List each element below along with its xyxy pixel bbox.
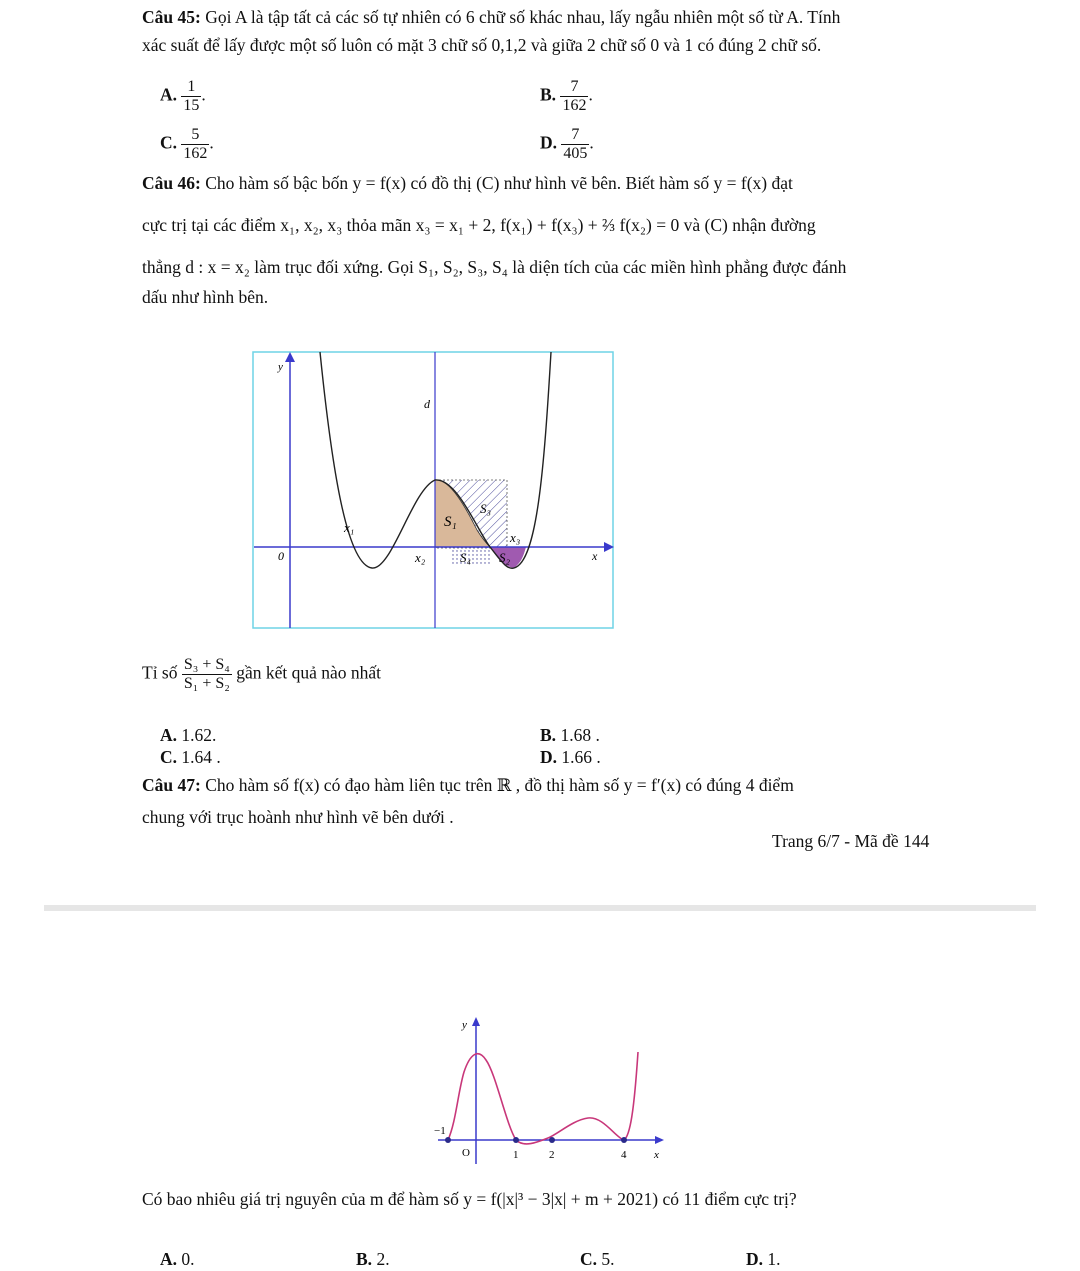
- option-label: C.: [580, 1249, 598, 1269]
- q45-label: Câu 45:: [142, 7, 201, 27]
- label-x3: x₃: [510, 530, 521, 545]
- label-2: 2: [549, 1149, 555, 1161]
- label-y: y: [278, 361, 283, 373]
- ratio-suffix: gần kết quả nào nhất: [236, 662, 382, 683]
- option-value: 5.: [601, 1249, 615, 1269]
- x-axis-arrow-icon: [655, 1136, 664, 1144]
- denominator: S₁ + S₂: [183, 675, 230, 692]
- label-o: O: [462, 1147, 470, 1159]
- q46-option-b[interactable]: [540, 724, 600, 746]
- label-s3: S₃: [480, 501, 492, 516]
- q47-option-d[interactable]: [746, 1248, 781, 1270]
- graph-frame: [253, 352, 613, 628]
- option-label: D.: [540, 132, 558, 153]
- ratio-prefix: Tỉ số: [142, 662, 178, 683]
- option-value: 1.66 .: [561, 747, 601, 767]
- q45-line1: [142, 6, 840, 28]
- label-s2: S₂: [499, 550, 511, 565]
- q46-line1: [142, 172, 793, 194]
- option-label: A.: [160, 84, 178, 105]
- derivative-graph: [428, 1012, 674, 1168]
- fraction: [181, 78, 201, 115]
- option-label: B.: [540, 84, 557, 105]
- q47-question: Có bao nhiêu giá trị nguyên của m để hàm số y = f(|x|³ − 3|x| + m + 2021) có 11 điểm cực trị?: [142, 1189, 797, 1209]
- point-1: [513, 1137, 519, 1143]
- label-1: 1: [513, 1149, 519, 1161]
- option-label: C.: [160, 132, 178, 153]
- ratio-fraction: [182, 656, 232, 693]
- q47-line2: chung với trục hoành như hình vẽ bên dưới .: [142, 807, 454, 827]
- page-footer: Trang 6/7 - Mã đề 144: [772, 831, 930, 851]
- numerator: 7: [561, 126, 589, 145]
- page-separator: [44, 905, 1036, 911]
- q46-ratio: [142, 656, 381, 693]
- fraction: [561, 126, 589, 163]
- option-label: A.: [160, 725, 178, 745]
- option-label: B.: [356, 1249, 373, 1269]
- option-value: 2.: [376, 1249, 390, 1269]
- q45-option-c[interactable]: C. $\frac{5}{162}$ .: [160, 126, 214, 162]
- q46-line4: dấu như hình bên.: [142, 287, 269, 307]
- q47-line1-text: Cho hàm số f(x) có đạo hàm liên tục trên ℝ , đồ thị hàm số y = f′(x) có đúng 4 điểm: [205, 775, 794, 795]
- numerator: 7: [560, 78, 588, 97]
- option-label: B.: [540, 725, 557, 745]
- q45-option-b[interactable]: B. $\frac{7}{162}$ .: [540, 78, 593, 114]
- point-4: [621, 1137, 627, 1143]
- label-neg1: −1: [434, 1125, 446, 1137]
- fraction: [181, 126, 209, 163]
- numerator: S₃ + S₄: [183, 656, 230, 673]
- quartic-graph: [252, 350, 615, 631]
- numerator: 5: [181, 126, 209, 145]
- label-d: d: [424, 397, 430, 411]
- point-neg1: [445, 1137, 451, 1143]
- q46-line3: thẳng d : x = x₂ làm trục đối xứng. Gọi S₁, S₂, S₃, S₄ là diện tích của các miền hình phẳng được đánh: [142, 257, 847, 277]
- option-label: C.: [160, 747, 178, 767]
- option-label: D.: [746, 1249, 764, 1269]
- label-x1: x₁: [344, 520, 355, 535]
- label-4: 4: [621, 1149, 627, 1161]
- q45-text2: xác suất để lấy được một số luôn có mặt 3 chữ số 0,1,2 và giữa 2 chữ số 0 và 1 có đúng 2 chữ số.: [142, 35, 822, 55]
- y-axis-arrow-icon: [472, 1017, 480, 1026]
- y-axis-arrow-icon: [285, 352, 295, 362]
- q45-option-a[interactable]: A. $\frac{1}{15}$ .: [160, 78, 206, 114]
- region-s4: [452, 547, 492, 565]
- q46-line1-text: Cho hàm số bậc bốn y = f(x) có đồ thị (C) như hình vẽ bên. Biết hàm số y = f(x) đạt: [205, 173, 793, 193]
- q46-option-a[interactable]: [160, 724, 216, 746]
- q47-line1: [142, 774, 794, 796]
- numerator: 1: [181, 78, 201, 97]
- label-x: x: [654, 1149, 659, 1161]
- option-label: D.: [540, 747, 558, 767]
- denominator: 162: [183, 145, 208, 162]
- option-value: 1.64 .: [181, 747, 221, 767]
- option-value: 1.62.: [181, 725, 217, 745]
- q47-option-a[interactable]: [160, 1248, 195, 1270]
- label-s4: S₄: [460, 550, 472, 565]
- denominator: 405: [563, 145, 588, 162]
- q47-option-b[interactable]: [356, 1248, 390, 1270]
- q46-label: Câu 46:: [142, 173, 201, 193]
- q45-option-d[interactable]: D. $\frac{7}{405}$ .: [540, 126, 594, 162]
- denominator: 162: [562, 97, 587, 114]
- q45-text1: Gọi A là tập tất cả các số tự nhiên có 6 chữ số khác nhau, lấy ngẫu nhiên một số từ A. Tính: [205, 7, 841, 27]
- label-x: x: [592, 549, 598, 563]
- denominator: 15: [183, 97, 200, 114]
- label-o: 0: [278, 549, 284, 563]
- q46-line2: cực trị tại các điểm x₁, x₂, x₃ thỏa mãn x₃ = x₁ + 2, f(x₁) + f(x₃) + ⅔ f(x₂) = 0 và (C) nhận đường: [142, 215, 816, 235]
- option-value: 1.68 .: [560, 725, 600, 745]
- option-value: 0.: [181, 1249, 195, 1269]
- point-2: [549, 1137, 555, 1143]
- option-value: 1.: [767, 1249, 781, 1269]
- label-x2: x₂: [415, 550, 426, 565]
- q47-label: Câu 47:: [142, 775, 201, 795]
- option-label: A.: [160, 1249, 178, 1269]
- q46-option-c[interactable]: [160, 746, 221, 768]
- label-y: y: [462, 1019, 467, 1031]
- q47-option-c[interactable]: [580, 1248, 615, 1270]
- label-s1: S₁: [444, 514, 457, 530]
- fraction: [560, 78, 588, 115]
- q46-option-d[interactable]: [540, 746, 601, 768]
